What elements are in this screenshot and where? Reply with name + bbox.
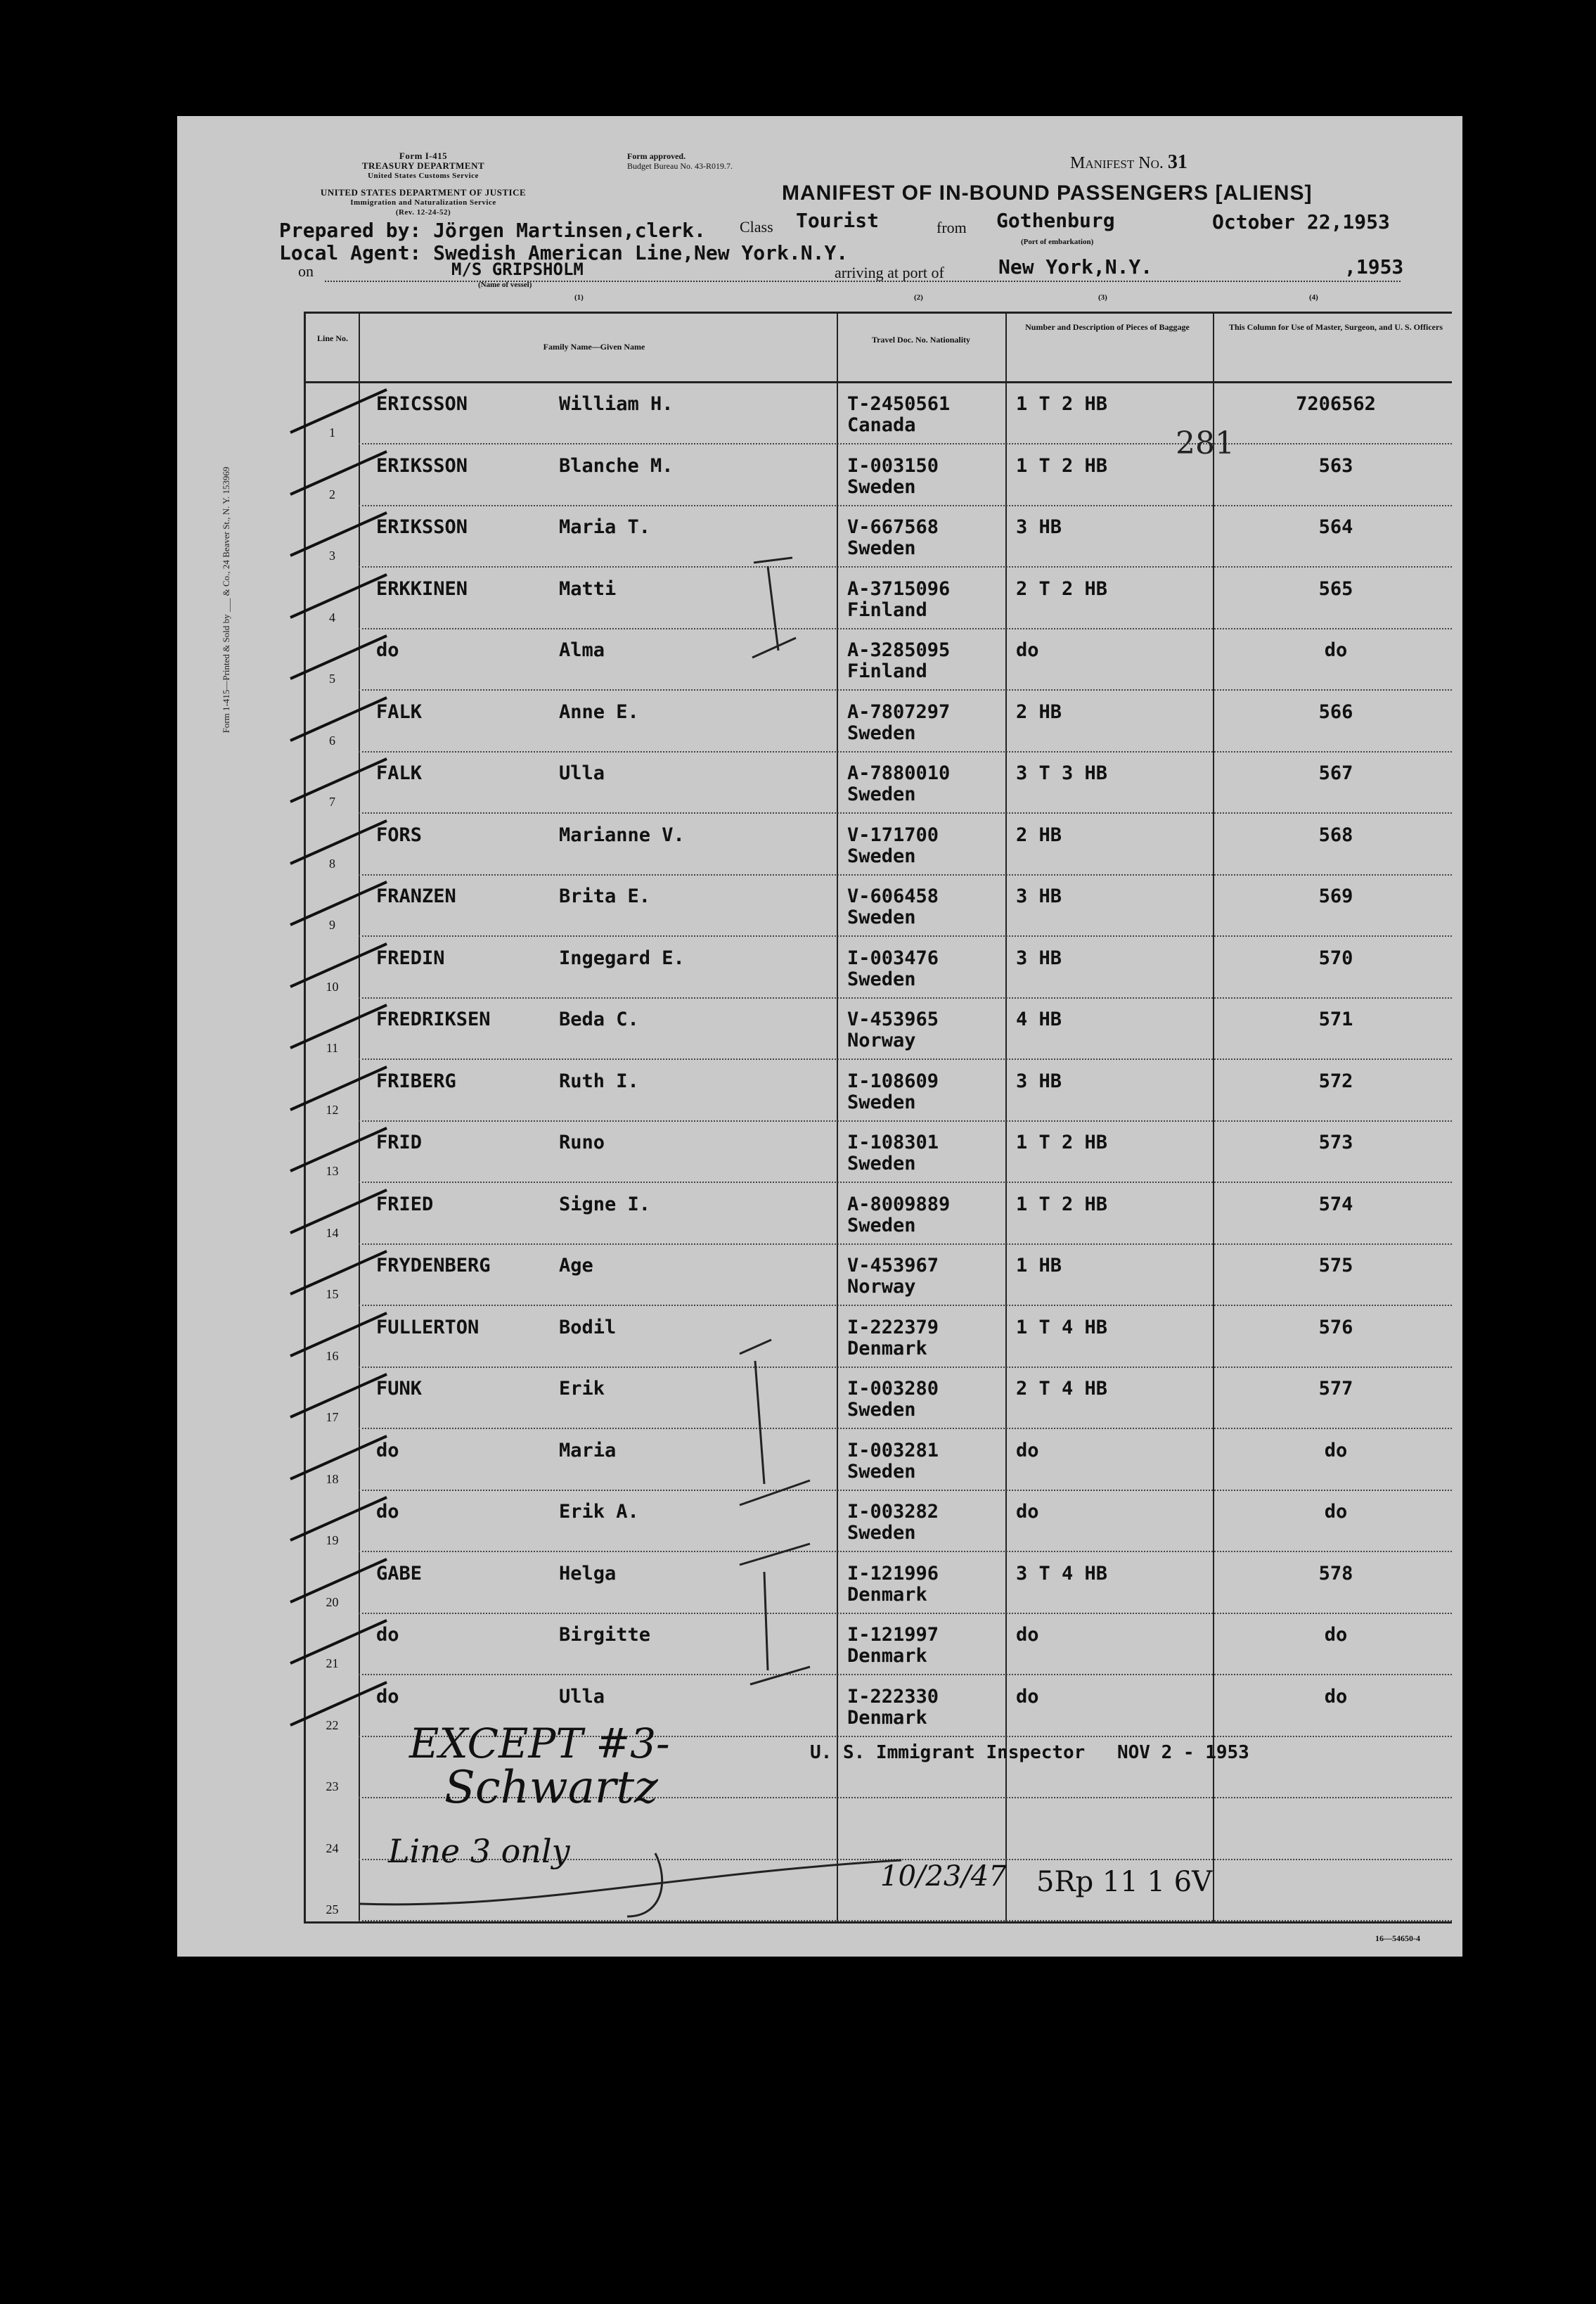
- line-number: 4: [329, 610, 335, 625]
- officer-column: 574: [1318, 1193, 1353, 1215]
- travel-doc-number: V-453967: [847, 1255, 939, 1276]
- date-note: 10/23/47: [880, 1860, 1007, 1893]
- given-name: Alma: [559, 639, 605, 661]
- travel-doc-number: I-222330: [847, 1685, 939, 1708]
- family-name: GABE: [376, 1562, 423, 1585]
- line-number: 15: [326, 1287, 339, 1301]
- reference-note: 5Rp 11 1 6V: [1036, 1866, 1212, 1898]
- officer-column: 578: [1318, 1562, 1353, 1585]
- travel-doc-number: I-222379: [847, 1316, 939, 1338]
- officer-column: 577: [1318, 1378, 1353, 1400]
- given-name: Helga: [559, 1562, 617, 1585]
- form-id-block: Form I-415 TREASURY DEPARTMENT United States Customs Service UNITED STATES DEPARTMENT OF JUSTICE Immigration and Naturalization Service (Rev. 12-24-52): [320, 151, 527, 217]
- nationality: Sweden: [847, 968, 916, 990]
- line-number: 12: [326, 1102, 339, 1117]
- line-number: 6: [329, 733, 335, 748]
- officer-column: 573: [1318, 1132, 1353, 1153]
- given-name: Maria T.: [559, 516, 651, 538]
- line-number: 5: [329, 672, 335, 686]
- nationality: Sweden: [847, 1522, 916, 1544]
- port-of-arrival: New York,N.Y.: [998, 255, 1153, 279]
- nationality: Denmark: [847, 1645, 927, 1667]
- given-name: Ulla: [559, 762, 605, 784]
- printer-imprint: Form 1-415—Printed & Sold by ___ & Co., 24 Beaver St., N. Y. 153969: [221, 466, 231, 734]
- class-value: Tourist: [796, 209, 880, 232]
- baggage: 2 T 2 HB: [1016, 577, 1108, 600]
- family-name: FRIBERG: [376, 1070, 456, 1092]
- line-number: 16: [326, 1348, 339, 1363]
- family-name: do: [376, 1501, 399, 1523]
- family-name: do: [376, 1624, 399, 1646]
- travel-doc-number: I-121997: [847, 1624, 939, 1646]
- header-baggage: Number and Description of Pieces of Baggage: [1025, 322, 1190, 332]
- arrival-year: ,1953: [1344, 255, 1404, 279]
- local-agent: Local Agent: Swedish American Line,New York.N.Y.: [279, 241, 849, 264]
- family-name: FUNK: [376, 1378, 423, 1400]
- line-number: 7: [329, 795, 335, 809]
- travel-doc-number: V-171700: [847, 824, 939, 846]
- port-of-embarkation: Gothenburg: [996, 209, 1115, 232]
- officer-column: 564: [1318, 516, 1353, 538]
- given-name: Birgitte: [559, 1624, 651, 1646]
- family-name: do: [376, 1685, 399, 1708]
- line-number: 21: [326, 1656, 339, 1670]
- family-name: ERIKSSON: [376, 454, 468, 477]
- line-number: 20: [326, 1594, 339, 1609]
- given-name: Erik A.: [559, 1501, 639, 1523]
- family-name: FRIED: [376, 1193, 434, 1215]
- from-label: from: [937, 219, 967, 236]
- travel-doc-number: A-7880010: [847, 762, 951, 784]
- officer-column: do: [1324, 1685, 1348, 1708]
- given-name: Brita E.: [559, 885, 651, 907]
- baggage: 1 T 2 HB: [1016, 1132, 1108, 1153]
- given-name: Anne E.: [559, 700, 639, 723]
- travel-doc-number: T-2450561: [847, 393, 951, 415]
- baggage: 1 T 2 HB: [1016, 1193, 1108, 1215]
- officer-column: 576: [1318, 1316, 1353, 1338]
- officer-column: 571: [1318, 1009, 1353, 1030]
- baggage: 1 HB: [1016, 1255, 1062, 1276]
- nationality: Sweden: [847, 1460, 916, 1483]
- family-name: do: [376, 639, 399, 661]
- given-name: Marianne V.: [559, 824, 685, 846]
- family-name: FRID: [376, 1132, 423, 1153]
- nationality: Sweden: [847, 845, 916, 867]
- given-name: Blanche M.: [559, 454, 674, 477]
- line-number: 18: [326, 1471, 339, 1486]
- vessel-name: M/S GRIPSHOLM: [451, 260, 584, 279]
- baggage: 3 HB: [1016, 885, 1062, 907]
- travel-doc-number: V-667568: [847, 516, 939, 538]
- travel-doc-number: I-121996: [847, 1562, 939, 1585]
- given-name: Ulla: [559, 1685, 605, 1708]
- inspector-signature: Schwartz: [444, 1762, 658, 1814]
- travel-doc-number: V-453965: [847, 1009, 939, 1030]
- baggage: 2 T 4 HB: [1016, 1378, 1108, 1400]
- line-number: 11: [326, 1041, 339, 1055]
- travel-doc-number: I-108609: [847, 1070, 939, 1092]
- line-number: 22: [326, 1717, 339, 1732]
- line-number: 9: [329, 918, 335, 932]
- family-name: ERIKSSON: [376, 516, 468, 538]
- line-number: 3: [329, 549, 335, 563]
- nationality: Norway: [847, 1030, 916, 1051]
- nationality: Norway: [847, 1276, 916, 1298]
- officer-column: 569: [1318, 885, 1353, 907]
- nationality: Sweden: [847, 1214, 916, 1236]
- line-number: 19: [326, 1533, 339, 1547]
- officer-column: 572: [1318, 1070, 1353, 1092]
- line-number: 1: [329, 425, 335, 440]
- baggage: do: [1016, 1624, 1039, 1646]
- given-name: Bodil: [559, 1316, 617, 1338]
- officer-column: 575: [1318, 1255, 1353, 1276]
- travel-doc-number: I-003476: [847, 947, 939, 969]
- family-name: FREDRIKSEN: [376, 1009, 491, 1030]
- line-number: 2: [329, 487, 335, 501]
- baggage: 1 T 4 HB: [1016, 1316, 1108, 1338]
- officer-column: 566: [1318, 700, 1353, 723]
- travel-doc-number: A-7807297: [847, 700, 951, 723]
- line-number: 23: [326, 1779, 339, 1793]
- family-name: do: [376, 1439, 399, 1461]
- officer-column: 567: [1318, 762, 1353, 784]
- baggage: 2 HB: [1016, 700, 1062, 723]
- travel-doc-number: A-3285095: [847, 639, 951, 661]
- family-name: ERKKINEN: [376, 577, 468, 600]
- family-name: FORS: [376, 824, 423, 846]
- nationality: Sweden: [847, 722, 916, 744]
- baggage: 1 T 2 HB: [1016, 393, 1108, 415]
- bracket-marks: [177, 116, 1462, 1957]
- given-name: Runo: [559, 1132, 605, 1153]
- line-number: 24: [326, 1841, 339, 1855]
- form-approved: Form approved. Budget Bureau No. 43-R019.7.: [627, 151, 733, 171]
- travel-doc-number: I-003150: [847, 454, 939, 477]
- nationality: Sweden: [847, 1399, 916, 1421]
- given-name: Matti: [559, 577, 617, 600]
- travel-doc-number: A-8009889: [847, 1193, 951, 1215]
- baggage: 3 HB: [1016, 516, 1062, 538]
- family-name: FALK: [376, 762, 423, 784]
- family-name: ERICSSON: [376, 393, 468, 415]
- nationality: Sweden: [847, 1153, 916, 1175]
- given-name: Erik: [559, 1378, 605, 1400]
- line-number: 25: [326, 1902, 339, 1916]
- given-name: Ingegard E.: [559, 947, 685, 969]
- officer-column: do: [1324, 1501, 1348, 1523]
- prepared-by: Prepared by: Jörgen Martinsen,clerk.: [279, 219, 706, 242]
- given-name: Age: [559, 1255, 593, 1276]
- given-name: Ruth I.: [559, 1070, 639, 1092]
- family-name: FALK: [376, 700, 423, 723]
- class-label: Class: [740, 218, 773, 236]
- header-line-no: Line No.: [316, 333, 348, 343]
- travel-doc-number: I-003282: [847, 1501, 939, 1523]
- line-number: 14: [326, 1225, 339, 1240]
- baggage: 3 T 4 HB: [1016, 1562, 1108, 1585]
- manifest-title: MANIFEST OF IN-BOUND PASSENGERS [ALIENS]: [782, 181, 1313, 205]
- baggage: 3 HB: [1016, 1070, 1062, 1092]
- family-name: FRANZEN: [376, 885, 456, 907]
- line3-note: Line 3 only: [388, 1832, 570, 1870]
- nationality: Sweden: [847, 475, 916, 498]
- baggage: 3 T 3 HB: [1016, 762, 1108, 784]
- officer-column: do: [1324, 639, 1348, 661]
- nationality: Sweden: [847, 537, 916, 559]
- family-name: FRYDENBERG: [376, 1255, 491, 1276]
- embarkation-date: October 22,1953: [1212, 210, 1390, 233]
- baggage: do: [1016, 1439, 1039, 1461]
- baggage: 1 T 2 HB: [1016, 454, 1108, 477]
- officer-column: 7206562: [1296, 393, 1376, 415]
- line-number: 10: [326, 979, 339, 994]
- footer-code: 16—54650-4: [1375, 1933, 1420, 1943]
- page-number: 281: [1176, 425, 1235, 461]
- given-name: Maria: [559, 1439, 617, 1461]
- manifest-number: Manifest No. 31: [1070, 151, 1188, 173]
- baggage: 2 HB: [1016, 824, 1062, 846]
- baggage: do: [1016, 1501, 1039, 1523]
- officer-column: 565: [1318, 577, 1353, 600]
- line-number: 8: [329, 856, 335, 871]
- line-number: 17: [326, 1410, 339, 1424]
- except-note: EXCEPT #3-: [409, 1720, 670, 1767]
- nationality: Sweden: [847, 907, 916, 928]
- given-name: William H.: [559, 393, 674, 415]
- nationality: Denmark: [847, 1337, 927, 1359]
- travel-doc-number: I-003280: [847, 1378, 939, 1400]
- officer-column: 568: [1318, 824, 1353, 846]
- nationality: Sweden: [847, 783, 916, 805]
- manifest-sheet: Form I-415 TREASURY DEPARTMENT United States Customs Service UNITED STATES DEPARTMENT OF JUSTICE Immigration and Naturalization Service (Rev. 12-24-52) Form approved. Budget Bureau No. 43-R019.7. Manifest No. 31 MANIFEST OF IN-BOUND PASSENGERS [ALIENS] Prepared by: Jörgen Martinsen,clerk. Class Tourist from Gothenburg (Port of embarkation) October 22,1953 Local Agent: Swedish American Line,New York.N.Y. on M/S GRIPSHOLM (Name of vessel) arriving at port of New York,N.Y. ,1953 (1) (2) (3) (4) Form 1-415—Printed & Sold by ___ & Co., 24 Beaver St., N. Y. 153969 Line No. Family Name—Given Name Travel Doc. No. Nationality Number and Description of Pieces of Baggage This Column for Use of Master, Surgeon, and U. S. Officers 1 ERICSSON William H. T-2450561 Canada 1 T 2 HB 7206562 2 ERIKSSON Blanche M. I-003150 Sweden 1 T 2 HB 563 3 ERIKSSON Maria T. V-667568 Sweden 3 HB 564 4 ERKKINEN Matti A-3715096 Finland 2 T 2 HB 565 5 do Alma A-3285095 Finland do do 6 FALK Anne E. A-7807297 Sweden 2 HB 566 7 FALK Ulla A-7880010 Sweden 3 T 3 HB 567 8 FORS Marianne V. V-171700 Sweden 2 HB 568 9 FRANZEN Brita E. V-606458 Sweden 3 HB 569 10 FREDIN Ingegard E. I-003476 Sweden 3 HB 570 11 FREDRIKSEN Beda C. V-453965 Norway 4 HB 571 12 FRIBERG Ruth I. I-108609 Sweden 3 HB 572 13 FRID Runo I-108301 Sweden 1 T 2 HB 573 14 FRIED Signe I. A-8009889 Sweden 1 T 2 HB 574 15 FRYDENBERG Age V-453967 Norway 1 HB 575 16 FULLERTON Bodil I-222379 Denmark 1 T 4 HB 576 17 FUNK Erik I-003280 Sweden 2 T 4 HB 577 18 do Maria I-003281 Sweden do do 19 do Erik A. I-003282 Sweden do do 20 GABE Helga I-121996 Denmark 3 T 4 HB 578 21 do Birgitte I-121997 Denmark do do 22 do Ulla I-222330 Denmark do do 23 24 25 281 U. S. Immigrant Inspector NOV 2 - 1953 EXCEPT #3- Schwartz Line 3 only 10/23/47 5Rp 11 1 6V 16—54650-4: [177, 116, 1462, 1957]
- nationality: Finland: [847, 660, 927, 682]
- nationality: Denmark: [847, 1583, 927, 1606]
- baggage: 4 HB: [1016, 1009, 1062, 1030]
- travel-doc-number: V-606458: [847, 885, 939, 907]
- inspector-stamp: U. S. Immigrant Inspector NOV 2 - 1953: [810, 1742, 1249, 1763]
- officer-column: 563: [1318, 454, 1353, 477]
- officer-column: do: [1324, 1439, 1348, 1461]
- baggage: do: [1016, 639, 1039, 661]
- family-name: FREDIN: [376, 947, 445, 969]
- header-name: Family Name—Given Name: [543, 342, 645, 352]
- nationality: Finland: [847, 599, 927, 621]
- header-officers: This Column for Use of Master, Surgeon, and U. S. Officers: [1228, 322, 1443, 332]
- nationality: Sweden: [847, 1091, 916, 1113]
- family-name: FULLERTON: [376, 1316, 480, 1338]
- baggage: do: [1016, 1685, 1039, 1708]
- given-name: Beda C.: [559, 1009, 639, 1030]
- travel-doc-number: I-108301: [847, 1132, 939, 1153]
- header-travel-doc: Travel Doc. No. Nationality: [871, 335, 971, 345]
- travel-doc-number: I-003281: [847, 1439, 939, 1461]
- given-name: Signe I.: [559, 1193, 651, 1215]
- line-number: 13: [326, 1164, 339, 1178]
- nationality: Canada: [847, 414, 916, 436]
- travel-doc-number: A-3715096: [847, 577, 951, 600]
- baggage: 3 HB: [1016, 947, 1062, 969]
- nationality: Denmark: [847, 1706, 927, 1729]
- officer-column: 570: [1318, 947, 1353, 969]
- officer-column: do: [1324, 1624, 1348, 1646]
